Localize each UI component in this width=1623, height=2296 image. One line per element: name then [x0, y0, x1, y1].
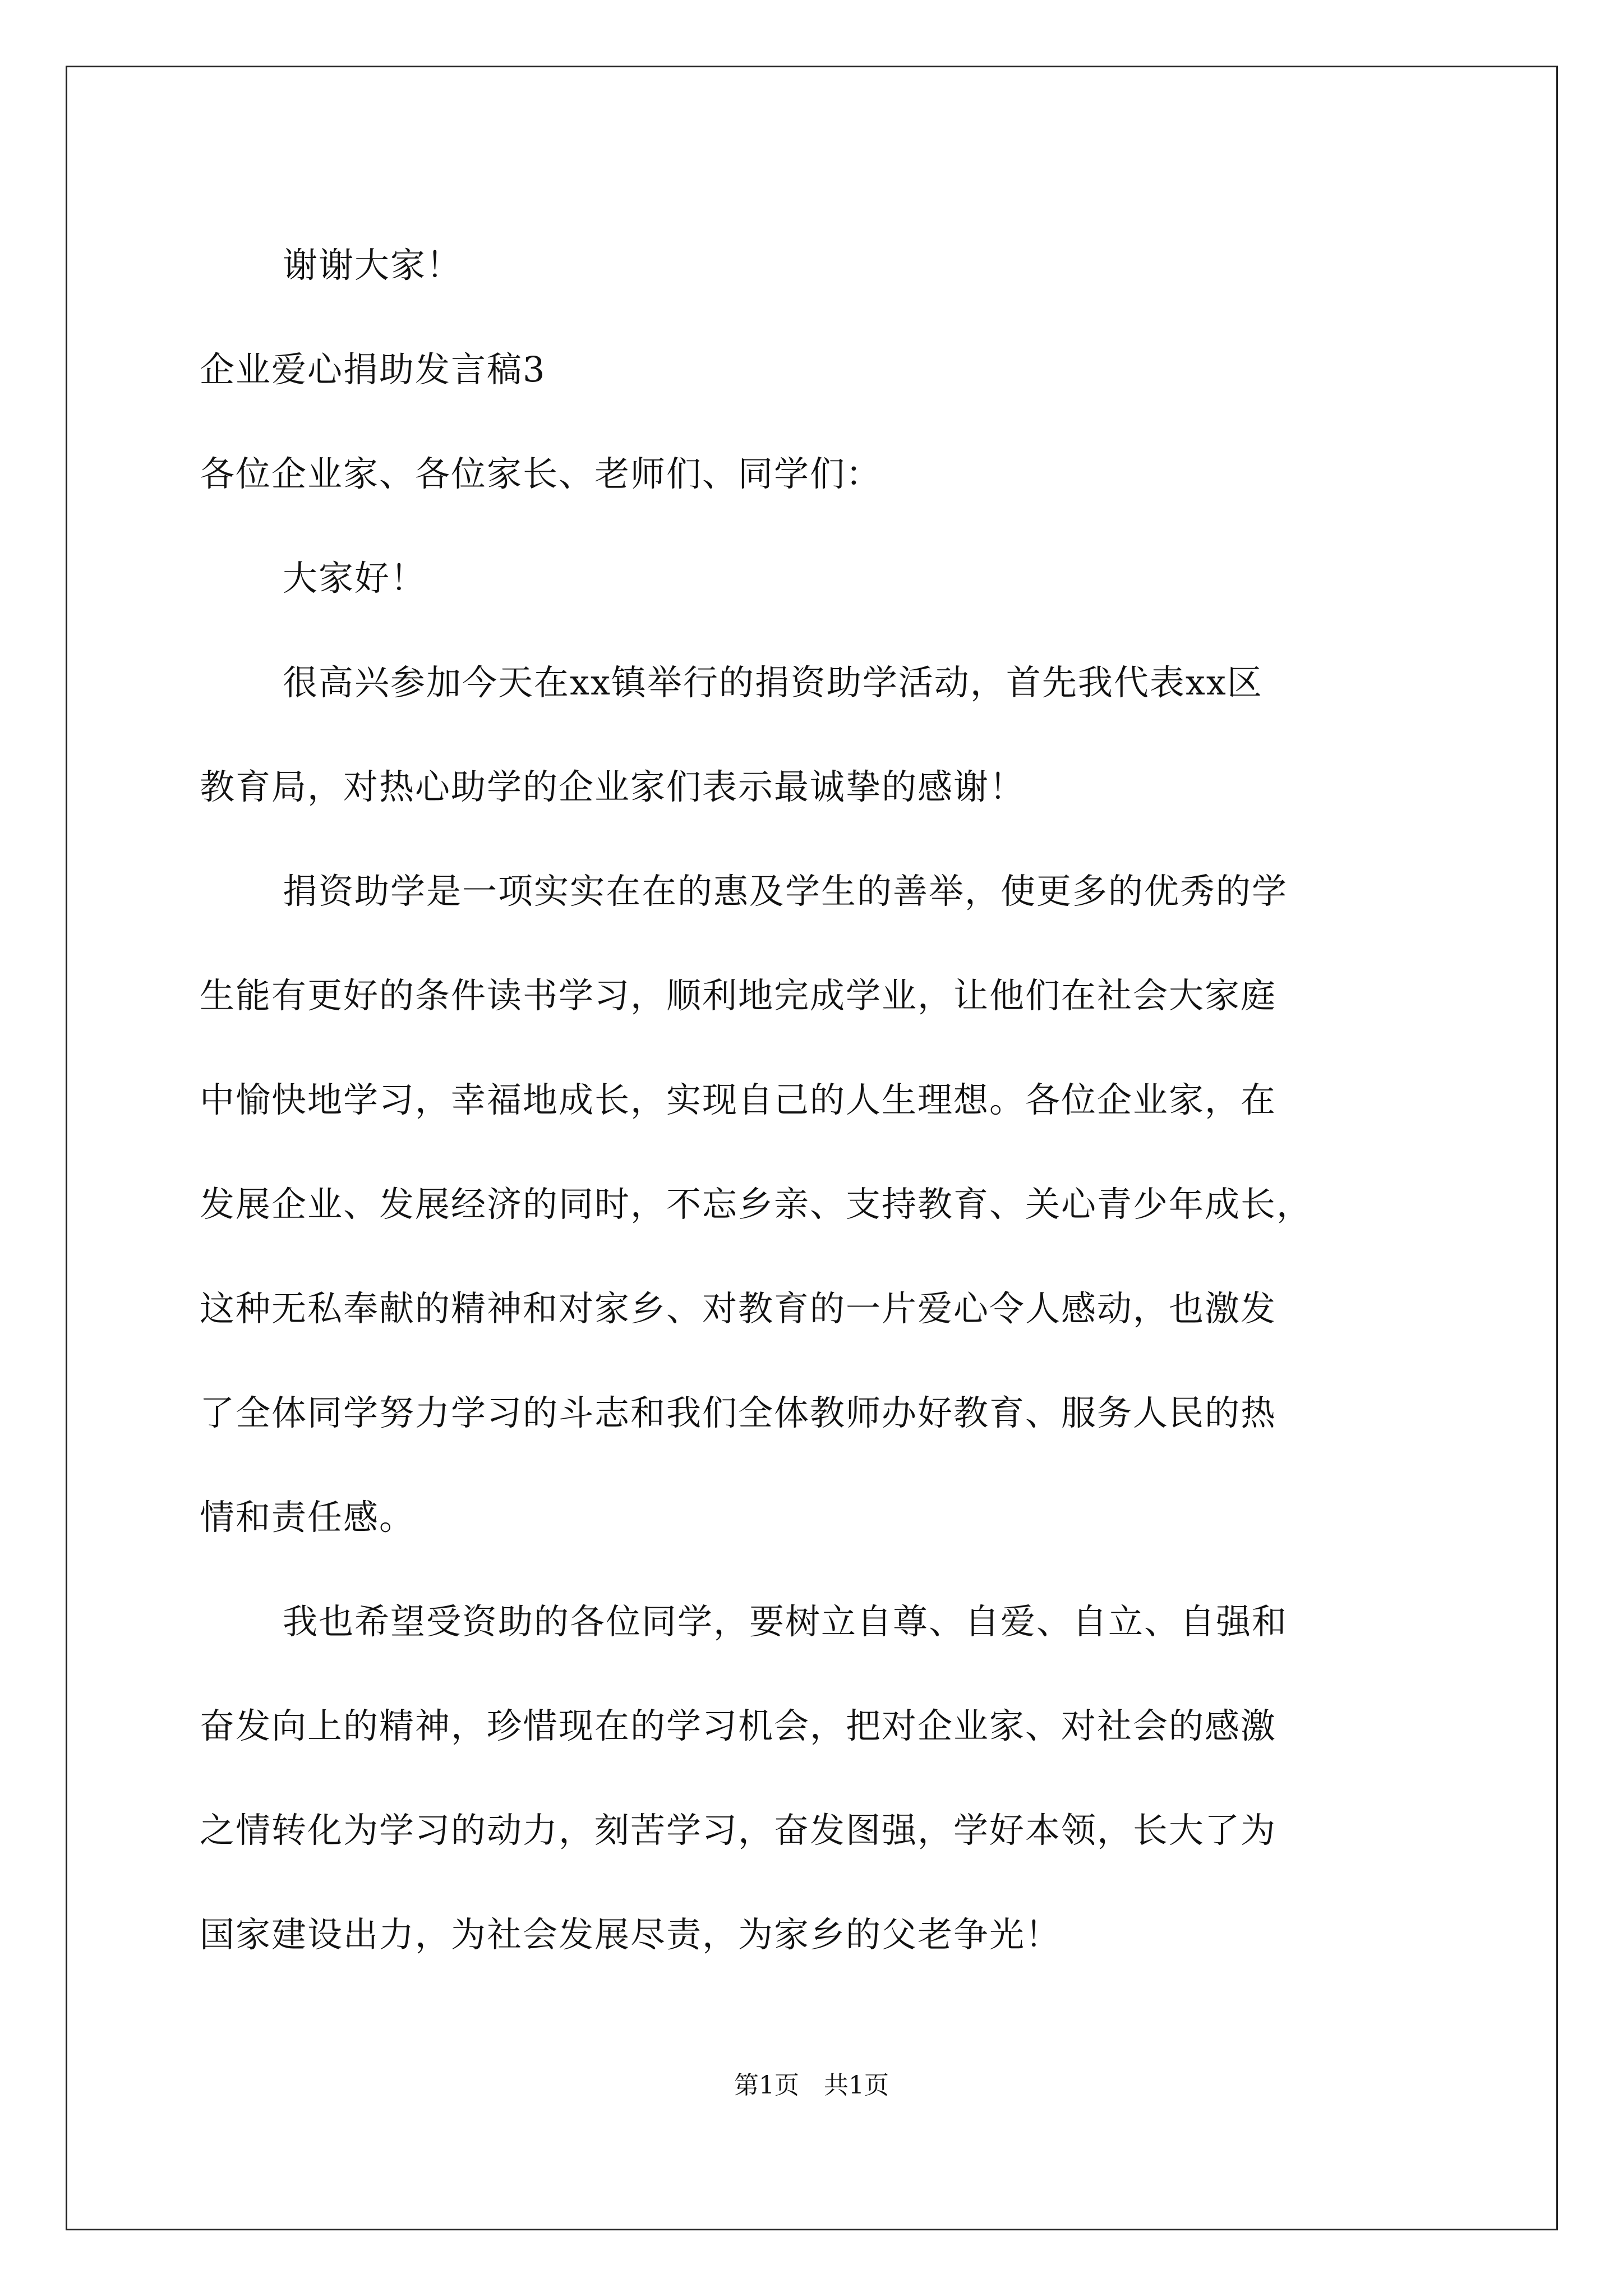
paragraph-line: 奋发向上的精神，珍惜现在的学习机会，把对企业家、对社会的感激	[200, 1705, 1277, 1746]
paragraph-line: 我也希望受资助的各位同学，要树立自尊、自爱、自立、自强和	[283, 1601, 1288, 1642]
paragraph-line: 情和责任感。	[200, 1497, 416, 1538]
document-body	[200, 213, 1467, 1987]
paragraph-line: 生能有更好的条件读书学习，顺利地完成学业，让他们在社会大家庭	[200, 975, 1277, 1016]
paragraph-line: 发展企业、发展经济的同时，不忘乡亲、支持教育、关心青少年成长，	[200, 1184, 1313, 1225]
paragraph-line: 中愉快地学习，幸福地成长，实现自己的人生理想。各位企业家，在	[200, 1079, 1277, 1120]
paragraph-line: 教育局，对热心助学的企业家们表示最诚挚的感谢！	[200, 766, 1026, 807]
closing-thanks: 谢谢大家！	[283, 245, 463, 286]
paragraph-line: 很高兴参加今天在xx镇举行的捐资助学活动，首先我代表xx区	[283, 662, 1263, 703]
paragraph-line: 国家建设出力，为社会发展尽责，为家乡的父老争光！	[200, 1914, 1062, 1955]
greeting: 大家好！	[283, 558, 427, 599]
paragraph-line: 捐资助学是一项实实在在的惠及学生的善举，使更多的优秀的学	[283, 871, 1288, 912]
paragraph-line: 了全体同学努力学习的斗志和我们全体教师办好教育、服务人民的热	[200, 1392, 1277, 1433]
paragraph-line: 之情转化为学习的动力，刻苦学习，奋发图强，学好本领，长大了为	[200, 1810, 1277, 1851]
section-title: 企业爱心捐助发言稿3	[200, 349, 546, 390]
paragraph-line: 这种无私奉献的精神和对家乡、对教育的一片爱心令人感动，也激发	[200, 1288, 1277, 1329]
salutation: 各位企业家、各位家长、老师们、同学们：	[200, 453, 882, 494]
page-footer: 第1页 共1页	[734, 2071, 889, 2100]
